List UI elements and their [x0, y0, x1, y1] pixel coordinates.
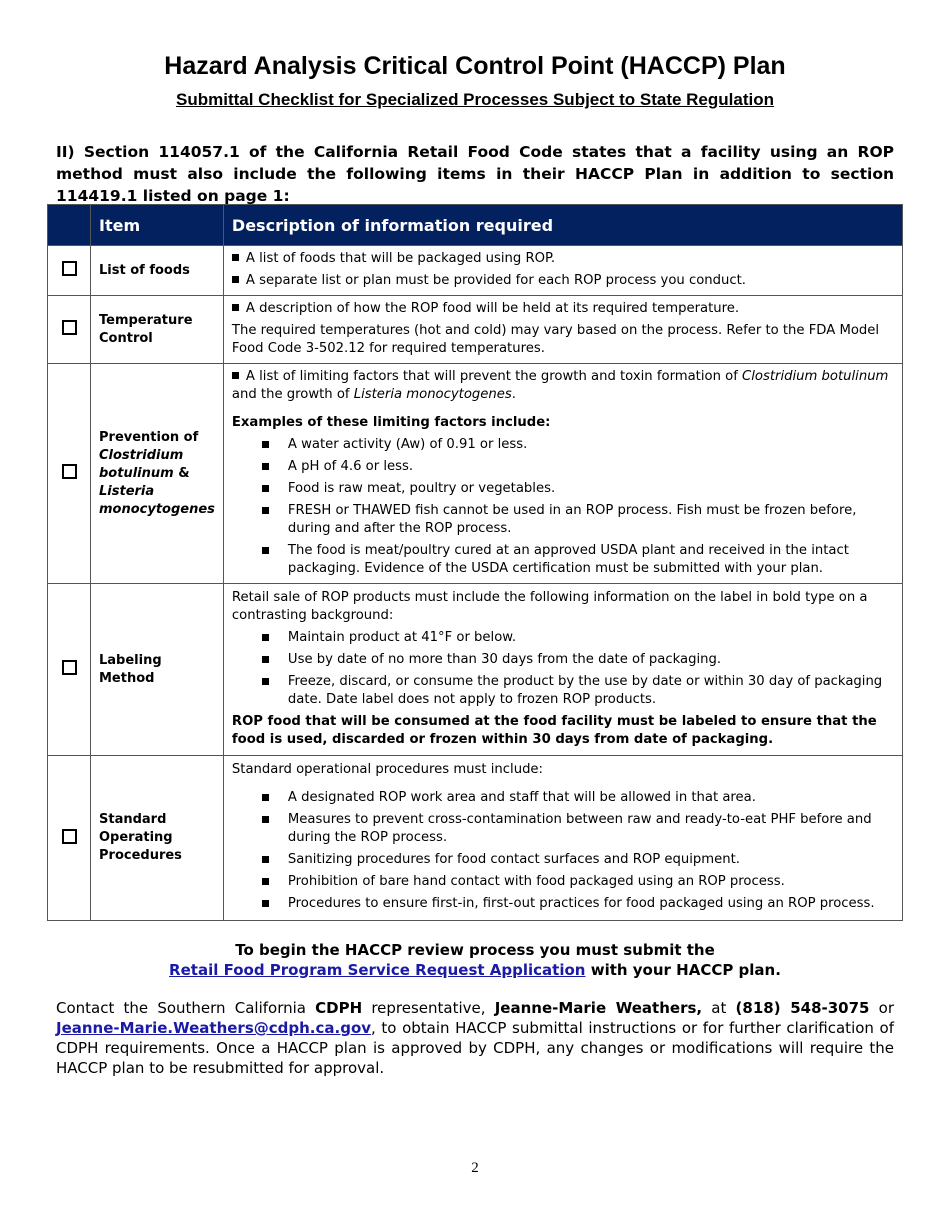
- intro-paragraph: II) Section 114057.1 of the California Retail Food Code states that a facility using an ROP method must also include the following items in their HACCP Plan in addition to section 114419.1 listed on page 1:: [56, 143, 894, 205]
- page-subtitle: Submittal Checklist for Specialized Processes Subject to State Regulation: [176, 90, 774, 109]
- checkbox-cell[interactable]: [48, 584, 91, 756]
- bullet-icon: [262, 507, 269, 514]
- header-checkbox-col: [48, 205, 91, 246]
- table-row: [48, 296, 903, 364]
- bullet-icon: [232, 304, 239, 311]
- bold-note: ROP food that will be consumed at the food facility must be labeled to ensure that the food is used, discarded or frozen within 30 days from date of packaging.: [231, 713, 877, 747]
- bullet-icon: [262, 463, 269, 470]
- checkbox[interactable]: [62, 660, 77, 675]
- bullet-icon: [232, 254, 239, 261]
- table-row: [48, 756, 903, 921]
- service-request-link[interactable]: Retail Food Program Service Request Application: [169, 961, 586, 979]
- checkbox-cell[interactable]: [48, 246, 91, 296]
- bullet-icon: [262, 816, 269, 823]
- checkbox-cell[interactable]: [48, 756, 91, 921]
- bullet-icon: [262, 878, 269, 885]
- page-number: 2: [471, 1160, 479, 1176]
- header-description: Description of information required: [223, 205, 902, 246]
- bullet-icon: [232, 372, 239, 379]
- list-item: A pH of 4.6 or less.: [232, 458, 894, 476]
- description-text: Standard operational procedures must include:: [231, 762, 543, 777]
- item-cell: Standard Operating Procedures: [91, 756, 224, 921]
- item-cell: Prevention of Clostridium botulinum & Listeria monocytogenes: [91, 364, 224, 584]
- list-item: Procedures to ensure first-in, first-out practices for food packaged using an ROP process.: [232, 895, 894, 913]
- list-item: A list of foods that will be packaged using ROP.: [232, 250, 894, 268]
- checkbox[interactable]: [62, 261, 77, 276]
- description-cell: [223, 296, 902, 364]
- checkbox[interactable]: [62, 829, 77, 844]
- list-item: Use by date of no more than 30 days from the date of packaging.: [232, 651, 894, 669]
- contact-phone: (818) 548-3075: [735, 999, 870, 1017]
- list-item: A designated ROP work area and staff that will be allowed in that area.: [232, 789, 894, 807]
- bullet-icon: [262, 900, 269, 907]
- bullet-icon: [262, 678, 269, 685]
- description-cell: [223, 756, 902, 921]
- examples-heading: Examples of these limiting factors include:: [231, 414, 551, 430]
- bullet-icon: [262, 856, 269, 863]
- table-row: [48, 246, 903, 296]
- list-item: FRESH or THAWED fish cannot be used in an ROP process. Fish must be frozen before, during and after the ROP process.: [232, 502, 894, 538]
- bullet-icon: [262, 656, 269, 663]
- checkbox[interactable]: [62, 464, 77, 479]
- bullet-icon: [262, 794, 269, 801]
- table-row: [48, 584, 903, 756]
- list-item: Measures to prevent cross-contamination between raw and ready-to-eat PHF before and during the ROP process.: [232, 811, 894, 847]
- list-item: Maintain product at 41°F or below.: [232, 629, 894, 647]
- list-item: Food is raw meat, poultry or vegetables.: [232, 480, 894, 498]
- checkbox-cell[interactable]: [48, 364, 91, 584]
- bullet-icon: [232, 276, 239, 283]
- list-item: A description of how the ROP food will be held at its required temperature.: [232, 300, 894, 318]
- item-cell: Temperature Control: [91, 296, 224, 364]
- table-header-row: [48, 205, 903, 246]
- contact-paragraph: Contact the Southern California CDPH representative, Jeanne-Marie Weathers, at (818) 548-3075 or Jeanne-Marie.Weathers@cdph.ca.gov, to obtain HACCP submittal instructions or for further clarification of CDPH requirements. Once a HACCP plan is approved by CDPH, any changes or modifications will require the HACCP plan to be resubmitted for approval.: [56, 999, 895, 1077]
- list-item: Prohibition of bare hand contact with food packaged using an ROP process.: [232, 873, 894, 891]
- page-title: Hazard Analysis Critical Control Point (HACCP) Plan: [164, 52, 786, 80]
- table-row: [48, 364, 903, 584]
- list-item: Sanitizing procedures for food contact surfaces and ROP equipment.: [232, 851, 894, 869]
- description-cell: [223, 584, 902, 756]
- list-item: The food is meat/poultry cured at an approved USDA plant and received in the intact packaging. Evidence of the USDA certification must be submitted with your plan.: [232, 542, 894, 578]
- list-item: A water activity (Aw) of 0.91 or less.: [232, 436, 894, 454]
- description-text: Retail sale of ROP products must include the following information on the label in bold type on a contrasting background:: [231, 589, 868, 623]
- item-cell: List of foods: [91, 246, 224, 296]
- description-cell: [223, 246, 902, 296]
- contact-name: Jeanne-Marie Weathers,: [494, 999, 703, 1017]
- submission-note: To begin the HACCP review process you must submit the Retail Food Program Service Request Application with your HACCP plan.: [169, 941, 781, 979]
- description-cell: [223, 364, 902, 584]
- description-text: The required temperatures (hot and cold) may vary based on the process. Refer to the FDA Model Food Code 3-502.12 for required temperatures.: [231, 322, 880, 356]
- header-item: Item: [91, 205, 224, 246]
- bullet-icon: [262, 441, 269, 448]
- checkbox[interactable]: [62, 320, 77, 335]
- checklist-table: [47, 204, 903, 921]
- list-item: A list of limiting factors that will prevent the growth and toxin formation of Clostridium botulinum and the growth of Listeria monocytogenes.: [231, 368, 889, 402]
- item-cell: Labeling Method: [91, 584, 224, 756]
- bullet-icon: [262, 485, 269, 492]
- bullet-icon: [262, 634, 269, 641]
- list-item: Freeze, discard, or consume the product by the use by date or within 30 day of packaging date. Date label does not apply to frozen ROP products.: [232, 673, 894, 709]
- contact-email-link[interactable]: Jeanne-Marie.Weathers@cdph.ca.gov: [56, 1019, 372, 1037]
- bullet-icon: [262, 547, 269, 554]
- list-item: A separate list or plan must be provided for each ROP process you conduct.: [232, 272, 894, 290]
- checkbox-cell[interactable]: [48, 296, 91, 364]
